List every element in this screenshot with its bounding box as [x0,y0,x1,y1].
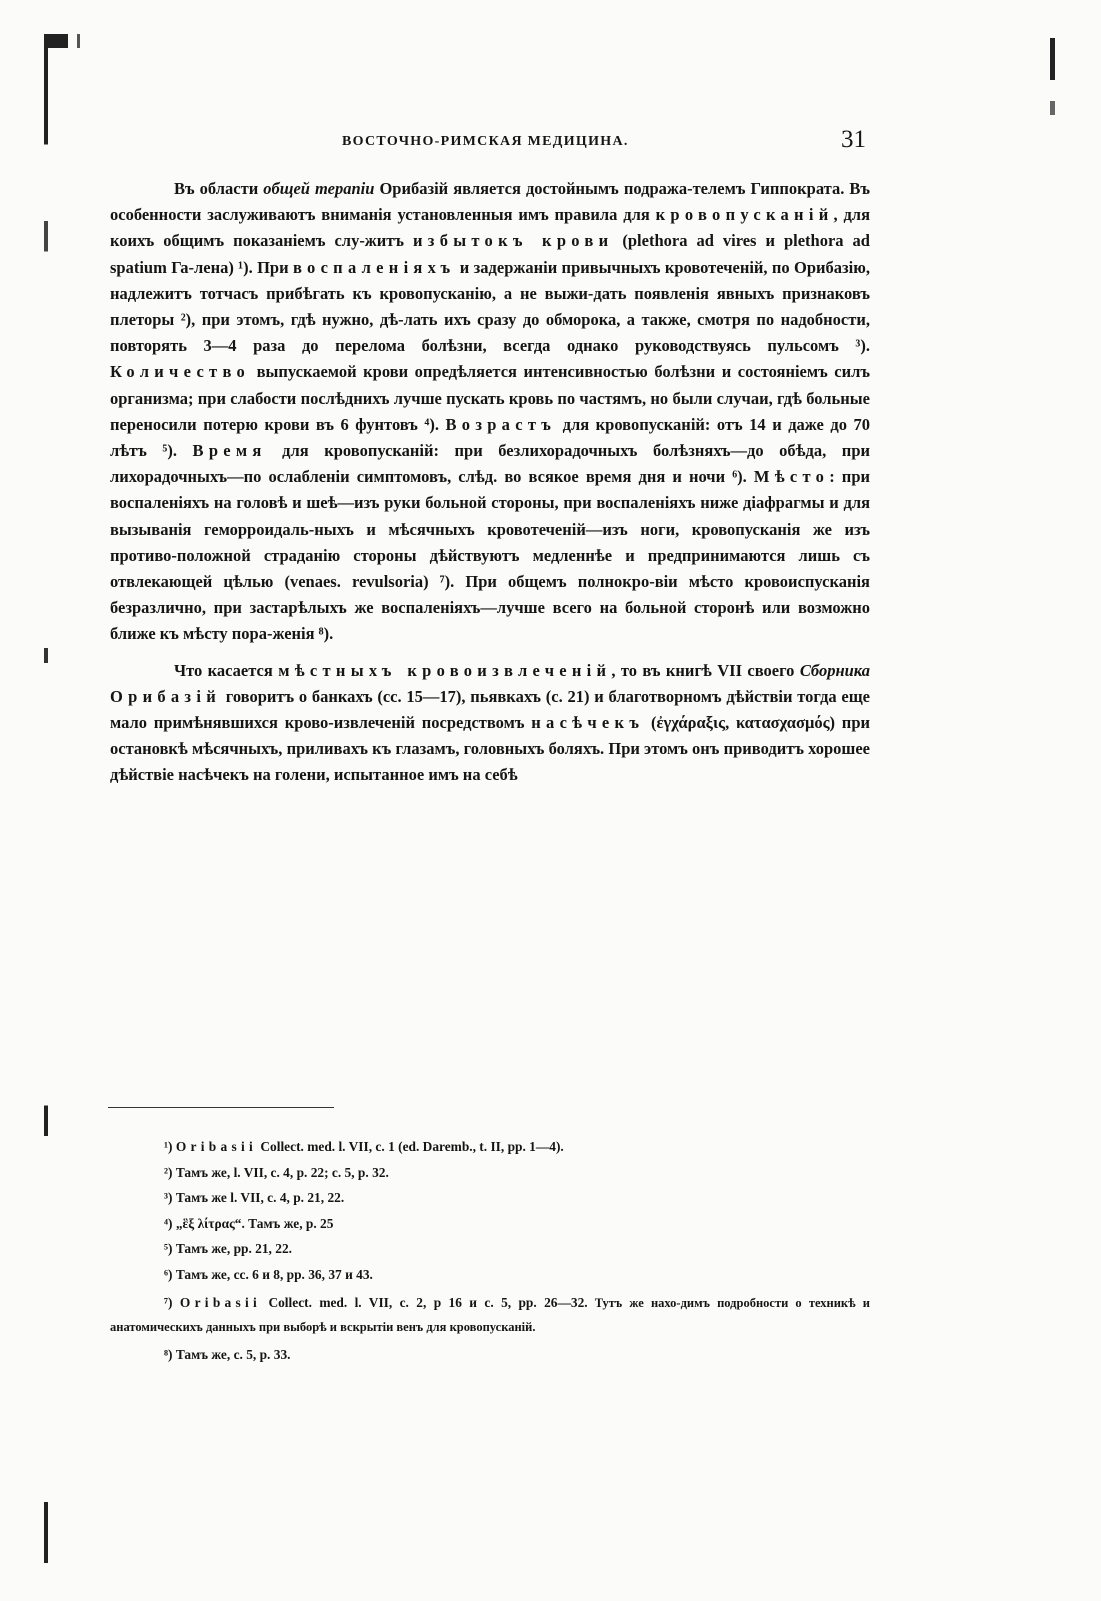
paragraph-local-bloodletting [110,658,870,789]
main-text [110,176,870,789]
text-run: выпускаемой крови опредѣляется интенсивностью болѣзни и состояніемъ силъ организма; при слабости послѣднихъ лучше пускать кровь по частямъ, но были случаи, гдѣ больные переносили потерю крови въ 6 фунтовъ ⁴). [110,362,870,434]
emphasis-spaced: Возрастъ [445,414,557,434]
scan-edge-left [44,38,48,1563]
footnote-text: Тамъ же, l. VII, c. 4, p. 22; c. 5, p. 32. [172,1164,389,1180]
text-run: Орибазій является достойнымъ подража-телемъ Гиппократа. Въ особенности заслуживаютъ вниманія установленныя имъ правила для [110,179,870,225]
emphasis-spaced: мѣстныхъ кровоизвлеченій [278,660,612,680]
running-title: ВОСТОЧНО-РИМСКАЯ МЕДИЦИНА. [342,134,629,149]
text-run: , то въ книгѣ VII своего [611,660,800,680]
text-run: Что касается [174,660,279,680]
footnote-text: Тамъ же l. VII, c. 4, p. 21, 22. [172,1190,345,1206]
footnote-1 [110,1134,870,1160]
text-run: для кровопусканій: отъ 14 и даже до 70 лѣтъ ⁵). [110,414,870,461]
running-header [110,126,870,160]
emphasis-spaced: воспаленіяхъ [292,257,456,277]
footnote-marker: ⁶) [164,1266,173,1282]
emphasis-spaced: избытокъ крови [413,231,614,251]
footnote-text: Collect. med. l. VII, c. 2, p 16 и c. 5, pp. 26—32. [261,1294,588,1310]
footnote-7 [110,1291,870,1339]
footnote-text-tail: Тутъ же нахо-димъ подробности о техникѣ и анатомическихъ данныхъ при выборѣ и вскрытіи венъ для кровопусканій. [110,1295,870,1334]
footnote-2 [110,1160,870,1186]
text-run: (plethora ad vires и plethora ad spatium Га-лена) ¹). При [110,231,870,277]
footnote-marker: ⁸) [164,1346,173,1362]
text-run: (ἐγχάραξις, κατασχασμός) при остановкѣ мѣсячныхъ, приливахъ къ глазамъ, головныхъ боляхъ. При этомъ онъ приводитъ хорошее дѣйствіе насѣчекъ на голени, испытанное имъ на себѣ [110,713,871,785]
footnote-marker: ⁴) [164,1215,173,1231]
footnote-marker: ⁵) [164,1241,173,1257]
text-run: и задержаніи привычныхъ кровотеченій, по Орибазію, надлежитъ тотчасъ прибѣгать къ кровопусканію, а не выжи-дать появленія явныхъ признаковъ плеторы ²), при этомъ, гдѣ нужно, дѣ-лать ихъ сразу до обморока, а также, смотря по надобности, повторять 3—4 раза до перелома болѣзни, всегда однако руководствуясь пульсомъ ³). [110,257,870,356]
text-run: для кровопусканій: при безлихорадочныхъ болѣзняхъ—до обѣда, при лихорадочныхъ—по ослабленіи симптомовъ, слѣд. во всякое время дня и ночи ⁶). [110,441,870,487]
text-run: Въ области [174,179,264,198]
footnote-4 [110,1211,870,1237]
footnote-text: Collect. med. l. VII, c. 1 (ed. Daremb., t. II, pp. 1—4). [257,1139,564,1154]
text-run: , для коихъ общимъ показаніемъ слу-житъ [110,205,870,251]
footnote-8 [110,1342,870,1368]
text-run: : при воспаленіяхъ на головѣ и шеѣ—изъ руки больной стороны, при воспаленіяхъ ниже діафрагмы и для вызыванія геморроидаль-ныхъ и мѣсячныхъ кровотеченій—изъ ноги, кровопусканія же изъ противо-положной страданію стороны дѣйствуютъ медленнѣе и предпринимаются лишь съ отвлекающей цѣлью (venaes. revulsoria) ⁷). При общемъ полнокро-віи мѣсто кровоиспусканія безразлично, при застарѣлыхъ же воспаленіяхъ—лучше всего на больной сторонѣ или возможно ближе къ мѣсту пора-женія ⁸). [110,467,870,644]
scan-edge-right [1050,38,1055,178]
footnote-marker: ²) [164,1164,173,1180]
footnotes [110,1134,870,1367]
footnote-text: Тамъ же, pp. 21, 22. [172,1241,292,1257]
footnote-marker: ¹) [164,1139,173,1154]
author-name: Oribasii [175,1139,258,1154]
paragraph-bloodletting [110,176,870,648]
footnote-text: Тамъ же, c. 5, p. 33. [172,1346,291,1362]
emphasis-spaced: Орибазій [110,686,221,706]
footnote-5 [110,1236,870,1262]
page-number: 31 [841,126,866,153]
emphasis-italic: Сборника [799,660,870,680]
emphasis-spaced: кровопусканій [655,205,834,225]
text-run: говоритъ о банкахъ (сс. 15—17), пьявкахъ (с. 21) и благотворномъ дѣйствіи тогда еще мало примѣнявшихся крово-извлеченій посредствомъ [110,686,870,733]
footnote-marker: ⁷) [164,1294,173,1310]
emphasis-spaced: Количество [110,362,251,382]
footnote-6 [110,1262,870,1288]
emphasis-italic: общей терапіи [263,179,375,198]
footnote-text: Тамъ же, сс. 6 и 8, pp. 36, 37 и 43. [172,1266,373,1282]
scan-corner-mark [44,34,104,48]
emphasis-spaced: Мѣсто [753,467,830,487]
footnote-3 [110,1185,870,1211]
footnote-separator [108,1107,334,1108]
footnote-marker: ³) [164,1190,173,1206]
author-name: Oribasii [179,1294,262,1310]
footnote-text: „ἓξ λίτρας“. Тамъ же, p. 25 [172,1215,334,1231]
emphasis-spaced: насѣчекъ [531,713,645,733]
emphasis-spaced: Время [192,441,267,461]
